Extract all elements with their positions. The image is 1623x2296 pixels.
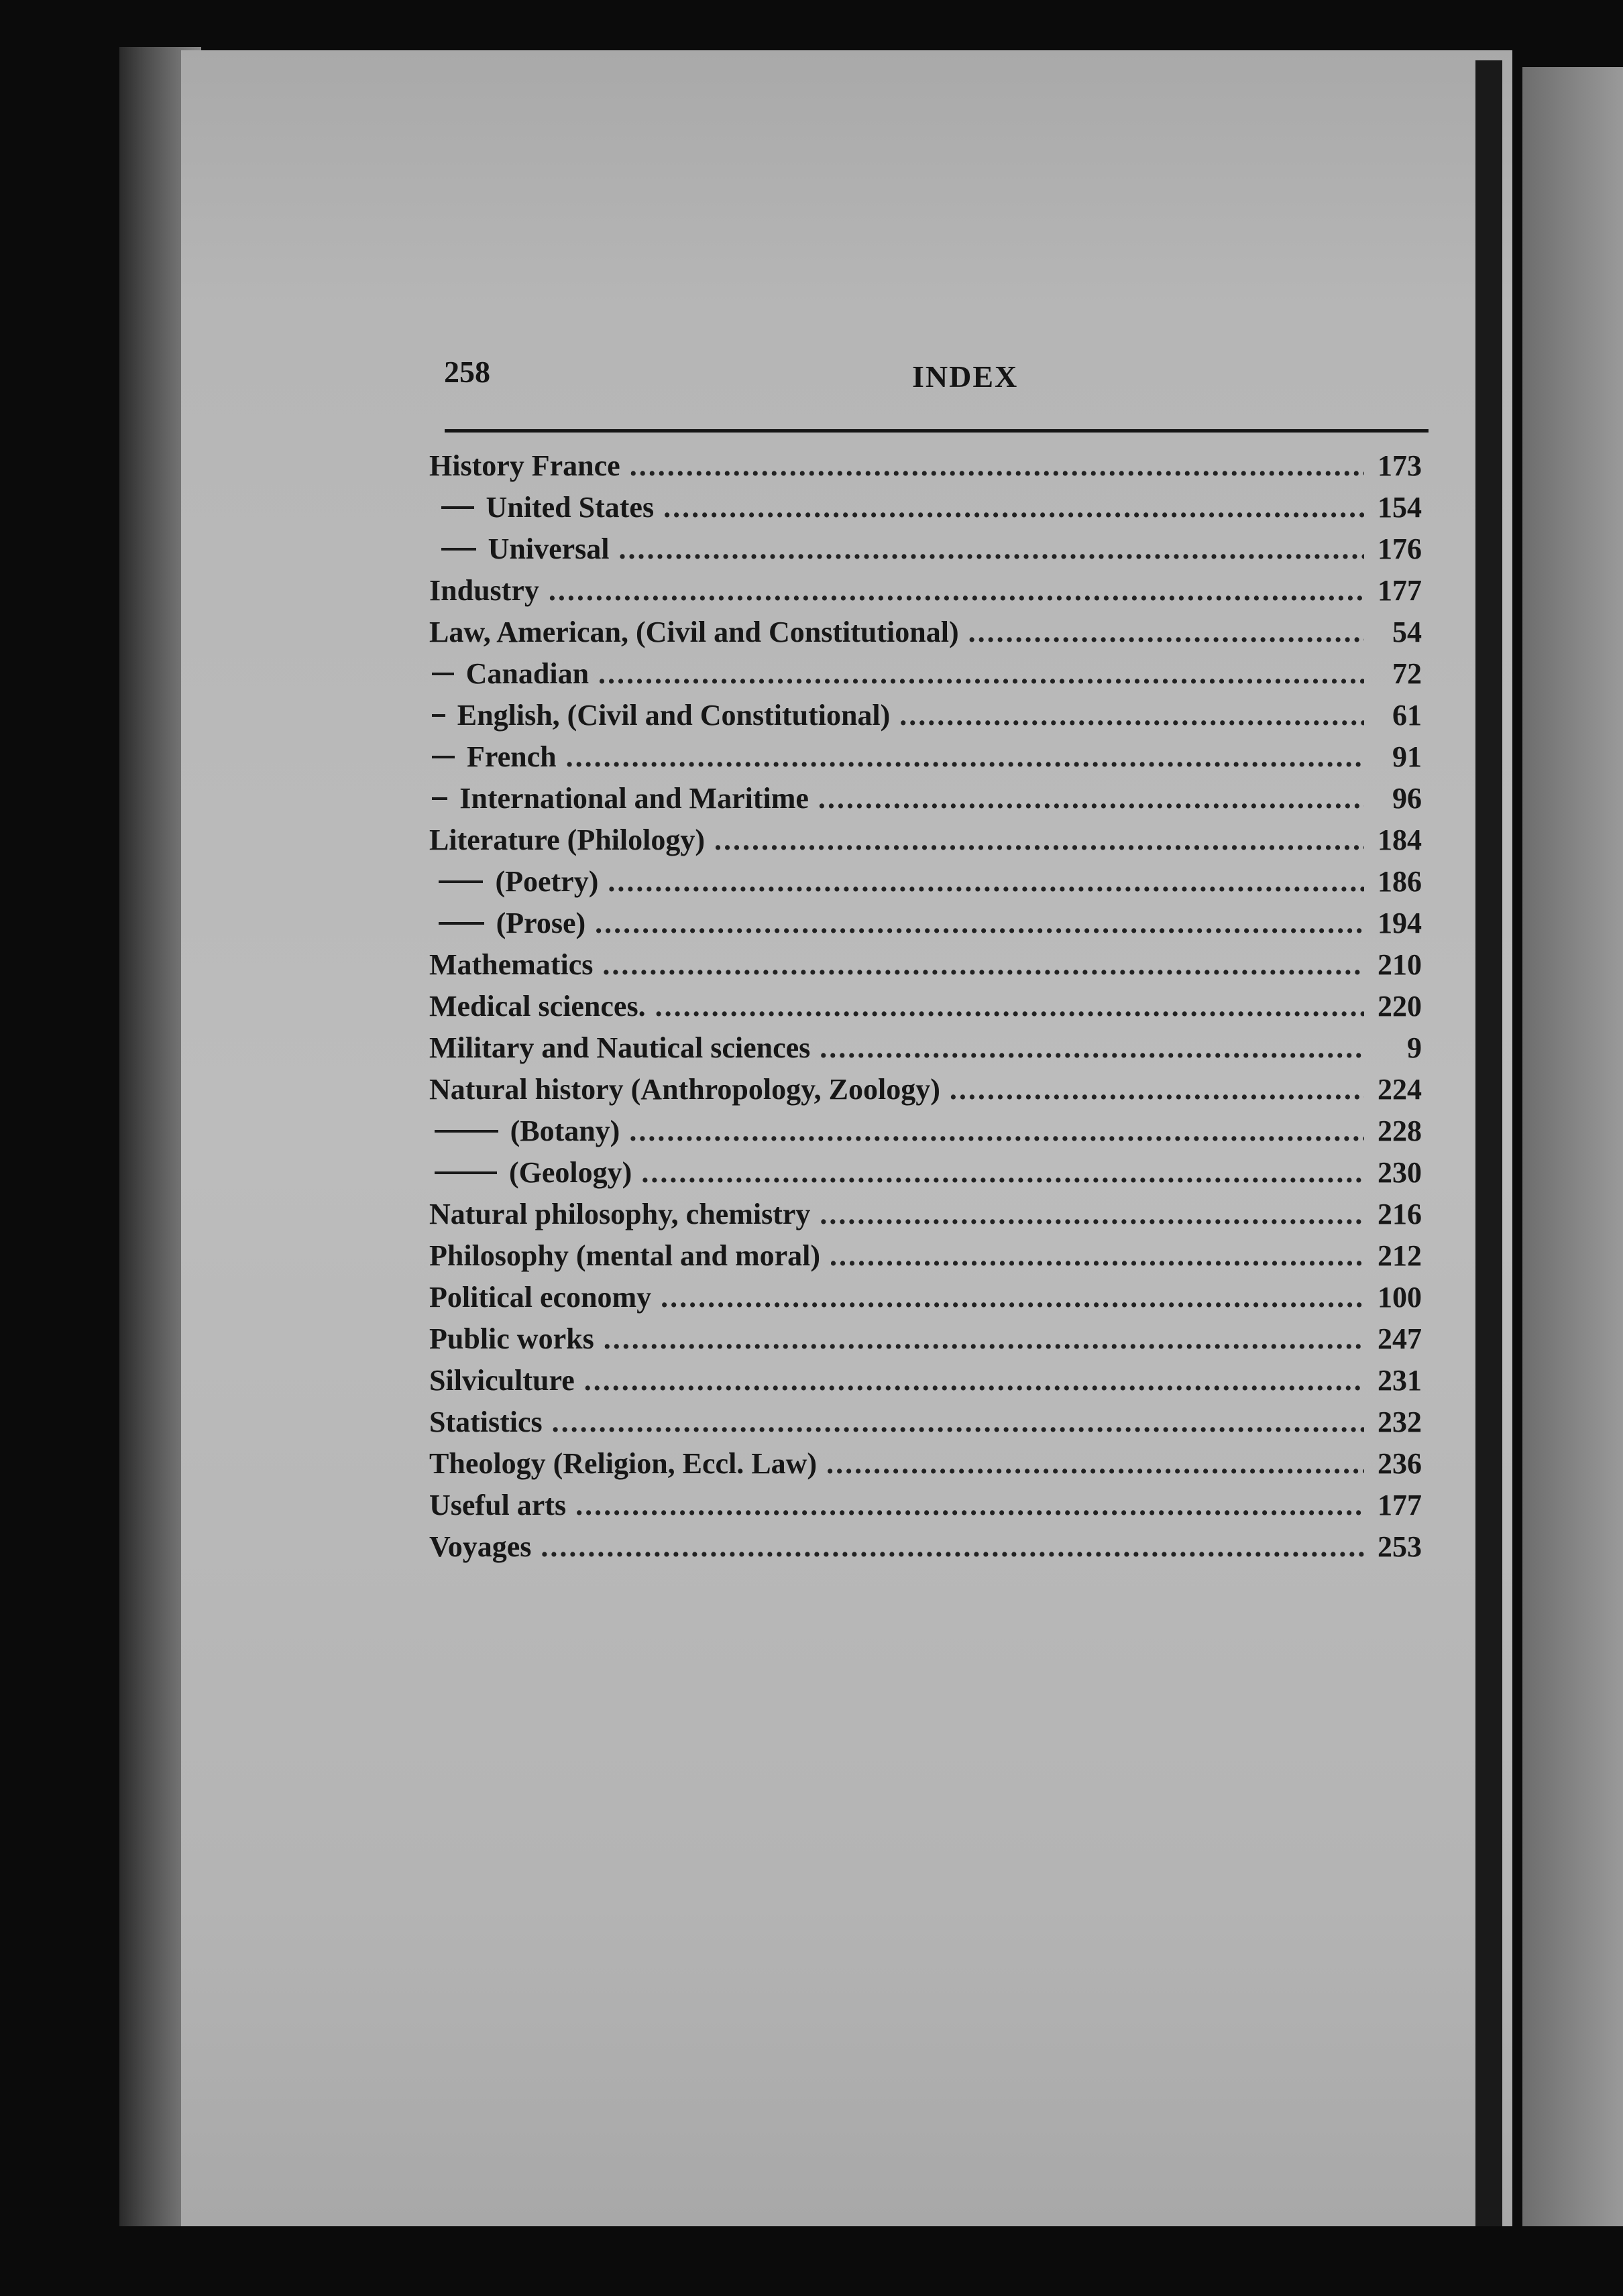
dot-leader xyxy=(661,1280,1364,1314)
entry-page-number: 186 xyxy=(1378,865,1422,898)
entry-label: Voyages xyxy=(429,1530,532,1563)
entry-page-number: 232 xyxy=(1378,1405,1422,1438)
page-edge xyxy=(1475,60,1502,2226)
index-entry xyxy=(429,532,1422,573)
entry-label: Natural philosophy, chemistry xyxy=(429,1198,811,1230)
entry-page-number: 96 xyxy=(1392,782,1422,815)
entry-page-number: 224 xyxy=(1378,1073,1422,1106)
entry-label: Public works xyxy=(429,1322,594,1355)
dot-leader xyxy=(968,615,1364,649)
ditto-dash xyxy=(432,756,455,758)
entry-page-number: 212 xyxy=(1378,1239,1422,1272)
dot-leader xyxy=(598,656,1364,691)
entry-page-number: 194 xyxy=(1378,907,1422,939)
entry-label: (Geology) xyxy=(509,1156,632,1189)
entry-label: United States xyxy=(486,491,655,524)
index-entry xyxy=(429,781,1422,823)
entry-label: Canadian xyxy=(465,657,590,690)
entry-page-number: 176 xyxy=(1378,532,1422,565)
dot-leader xyxy=(575,1488,1364,1522)
dot-leader xyxy=(541,1530,1364,1564)
entry-page-number: 100 xyxy=(1378,1281,1422,1314)
entry-page-number: 184 xyxy=(1378,823,1422,856)
entry-page-number: 173 xyxy=(1378,449,1422,482)
facing-page-edge xyxy=(1522,67,1623,2226)
dot-leader xyxy=(566,740,1364,774)
index-entry xyxy=(429,490,1422,532)
entry-label: (Poetry) xyxy=(495,865,599,898)
index-entry xyxy=(429,989,1422,1031)
header-rule xyxy=(445,429,1429,433)
dot-leader xyxy=(820,1197,1364,1231)
entry-page-number: 91 xyxy=(1392,740,1422,773)
entry-label: Military and Nautical sciences xyxy=(429,1031,811,1064)
entry-page-number: 253 xyxy=(1378,1530,1422,1563)
dot-leader xyxy=(630,449,1364,483)
dot-leader xyxy=(619,532,1365,566)
entry-label: Universal xyxy=(488,532,610,565)
page-number: 258 xyxy=(444,355,490,389)
entry-label: Law, American, (Civil and Constitutional) xyxy=(429,616,959,648)
index-entry xyxy=(429,615,1422,656)
entry-page-number: 61 xyxy=(1392,699,1422,732)
entry-page-number: 154 xyxy=(1378,491,1422,524)
ditto-dash xyxy=(435,1171,497,1174)
entry-label: Theology (Religion, Eccl. Law) xyxy=(429,1447,818,1480)
entry-label: (Prose) xyxy=(496,907,586,939)
entry-page-number: 210 xyxy=(1378,948,1422,981)
index-entry xyxy=(429,864,1422,906)
index-entry xyxy=(429,948,1422,989)
ditto-dash xyxy=(439,880,483,883)
entry-page-number: 230 xyxy=(1378,1156,1422,1189)
entry-label: Mathematics xyxy=(429,948,594,981)
ditto-dash xyxy=(432,797,447,800)
entry-label: Silviculture xyxy=(429,1364,575,1397)
ditto-dash xyxy=(432,714,445,717)
index-entry xyxy=(429,740,1422,781)
index-entry xyxy=(429,1322,1422,1363)
ditto-dash xyxy=(441,506,474,509)
index-entry xyxy=(429,1239,1422,1280)
entry-label: Literature (Philology) xyxy=(429,823,705,856)
index-entry xyxy=(429,449,1422,490)
ditto-dash xyxy=(435,1130,498,1133)
index-entry xyxy=(429,1072,1422,1114)
entry-label: Statistics xyxy=(429,1405,543,1438)
entry-label: International and Maritime xyxy=(459,782,809,815)
index-entry xyxy=(429,1197,1422,1239)
entry-page-number: 9 xyxy=(1407,1031,1422,1064)
entry-page-number: 236 xyxy=(1378,1447,1422,1480)
ditto-dash xyxy=(432,673,454,675)
dot-leader xyxy=(602,948,1364,982)
entry-label: Useful arts xyxy=(429,1489,567,1522)
entry-label: Philosophy (mental and moral) xyxy=(429,1239,821,1272)
entry-label: English, (Civil and Constitutional) xyxy=(457,699,891,732)
dot-leader xyxy=(820,1031,1364,1065)
entry-page-number: 231 xyxy=(1378,1364,1422,1397)
entry-page-number: 228 xyxy=(1378,1114,1422,1147)
entry-label: (Botany) xyxy=(510,1114,620,1147)
dot-leader xyxy=(899,698,1364,732)
entry-label: Natural history (Anthropology, Zoology) xyxy=(429,1073,940,1106)
index-entry xyxy=(429,1280,1422,1322)
index-entry xyxy=(429,1114,1422,1155)
entry-page-number: 177 xyxy=(1378,1489,1422,1522)
page-title: INDEX xyxy=(912,359,1019,394)
index-entry xyxy=(429,1031,1422,1072)
dot-leader xyxy=(663,490,1364,524)
entry-page-number: 72 xyxy=(1392,657,1422,690)
dot-leader xyxy=(818,781,1364,815)
dot-leader xyxy=(604,1322,1364,1356)
index-entry xyxy=(429,906,1422,948)
index-entry xyxy=(429,698,1422,740)
dot-leader xyxy=(655,989,1364,1023)
dot-leader xyxy=(950,1072,1364,1106)
dot-leader xyxy=(552,1405,1364,1439)
index-entry xyxy=(429,573,1422,615)
entry-page-number: 216 xyxy=(1378,1198,1422,1230)
dot-leader xyxy=(826,1446,1364,1481)
dot-leader xyxy=(830,1239,1364,1273)
dot-leader xyxy=(584,1363,1364,1397)
index-entry xyxy=(429,823,1422,864)
index-entry xyxy=(429,656,1422,698)
index-entry xyxy=(429,1405,1422,1446)
entry-label: Industry xyxy=(429,574,539,607)
entry-label: Medical sciences. xyxy=(429,990,646,1023)
entry-page-number: 220 xyxy=(1378,990,1422,1023)
dot-leader xyxy=(629,1114,1364,1148)
entry-label: History France xyxy=(429,449,620,482)
ditto-dash xyxy=(441,548,476,551)
dot-leader xyxy=(595,906,1364,940)
dot-leader xyxy=(608,864,1364,899)
entry-label: Political economy xyxy=(429,1281,652,1314)
entry-label: French xyxy=(467,740,557,773)
dot-leader xyxy=(641,1155,1364,1190)
index-entry xyxy=(429,1446,1422,1488)
index-entry xyxy=(429,1530,1422,1571)
index-list xyxy=(429,449,1422,1571)
index-entry xyxy=(429,1155,1422,1197)
entry-page-number: 177 xyxy=(1378,574,1422,607)
entry-page-number: 54 xyxy=(1392,616,1422,648)
dot-leader xyxy=(549,573,1364,608)
ditto-dash xyxy=(439,922,484,925)
dot-leader xyxy=(714,823,1364,857)
index-entry xyxy=(429,1363,1422,1405)
index-entry xyxy=(429,1488,1422,1530)
entry-page-number: 247 xyxy=(1378,1322,1422,1355)
